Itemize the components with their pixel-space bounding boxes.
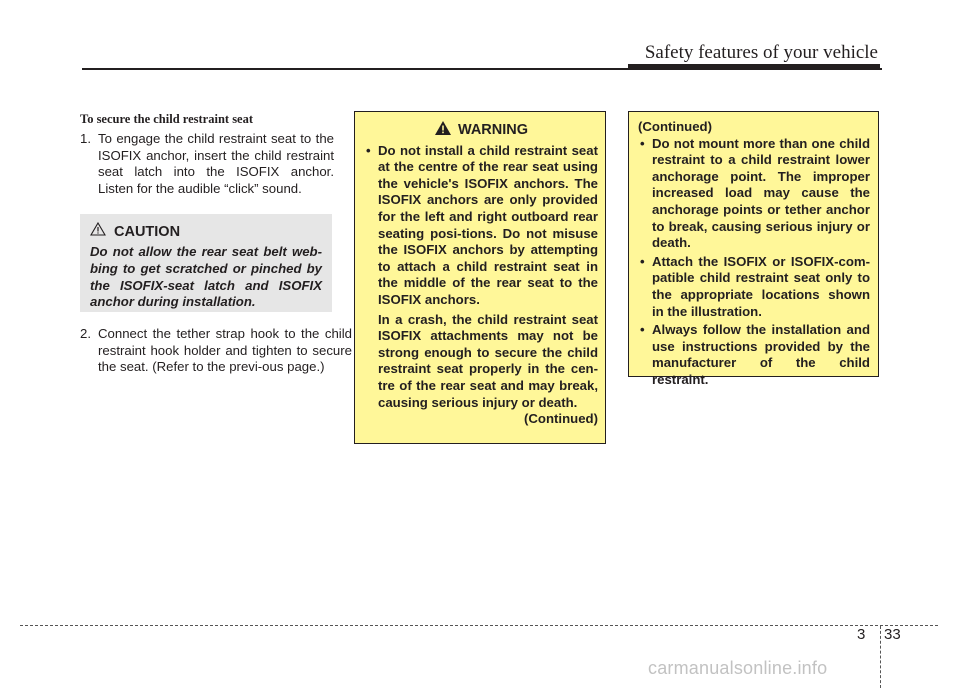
warning-title: WARNING	[457, 122, 529, 138]
caution-header	[90, 222, 322, 241]
chapter-number: 3	[857, 626, 866, 643]
step-1	[80, 131, 334, 197]
step-1-number: 1.	[80, 131, 91, 146]
caution-triangle-icon	[90, 222, 106, 241]
header-rule-accent	[628, 64, 880, 70]
caution-box	[80, 214, 332, 312]
section-title: To secure the child restraint seat	[80, 112, 254, 126]
left-column	[80, 112, 334, 197]
warning-bullet: • Do not install a child restraint seat at the centre of the rear seat using the vehicle's ISOFIX anchors. The ISOFIX anchors are only provided for the left and right outboard rear seating posi-tions. Do not misuse the ISOFIX anchors by attempting to attach a child restraint seat in the middle of the rear seat to the ISOFIX anchors.	[364, 143, 598, 309]
continued-warning-box	[628, 111, 879, 387]
footer-divider	[880, 626, 881, 688]
continued-bullet: • Attach the ISOFIX or ISOFIX-com-patible child restraint seat only to the appropriate locations shown in the illustration.	[638, 254, 870, 320]
warning-box	[354, 111, 606, 444]
caution-text: Do not allow the rear seat belt web-bing to get scratched or pinched by the ISOFIX-seat latch and ISOFIX anchor during installation.	[90, 244, 322, 310]
warning-continued: (Continued)	[524, 411, 598, 427]
warning-triangle-icon	[434, 120, 452, 141]
warning-paragraph: In a crash, the child restraint seat ISOFIX attachments may not be strong enough to secure the child restraint seat properly in the cen-tre of the rear seat and may break, causing serious injury or death.	[378, 311, 598, 410]
warning-header	[364, 120, 598, 141]
page-header-title: Safety features of your vehicle	[644, 42, 878, 63]
step-2-text: Connect the tether strap hook to the child restraint hook holder and tighten to secure the seat. (Refer to the previ-ous page.)	[98, 326, 352, 375]
caution-title: CAUTION	[114, 223, 181, 240]
continued-header: (Continued)	[638, 119, 712, 134]
continued-bullet: • Always follow the installation and use instructions provided by the manufacturer of the child restraint.	[638, 322, 870, 388]
step-1-text: To engage the child restraint seat to the ISOFIX anchor, insert the child restraint seat latch into the ISOFIX anchor. Listen for the audible “click” sound.	[98, 131, 334, 196]
footer-rule	[20, 625, 938, 626]
step-2-number: 2.	[80, 326, 91, 341]
continued-bullet: • Do not mount more than one child restraint to a child restraint lower anchorage point. The improper increased load may cause the anchorage points or tether anchor to break, causing serious injury or death.	[638, 136, 870, 252]
step-2	[80, 326, 352, 376]
page-number: 33	[884, 626, 901, 643]
watermark: carmanualsonline.info	[648, 658, 828, 678]
